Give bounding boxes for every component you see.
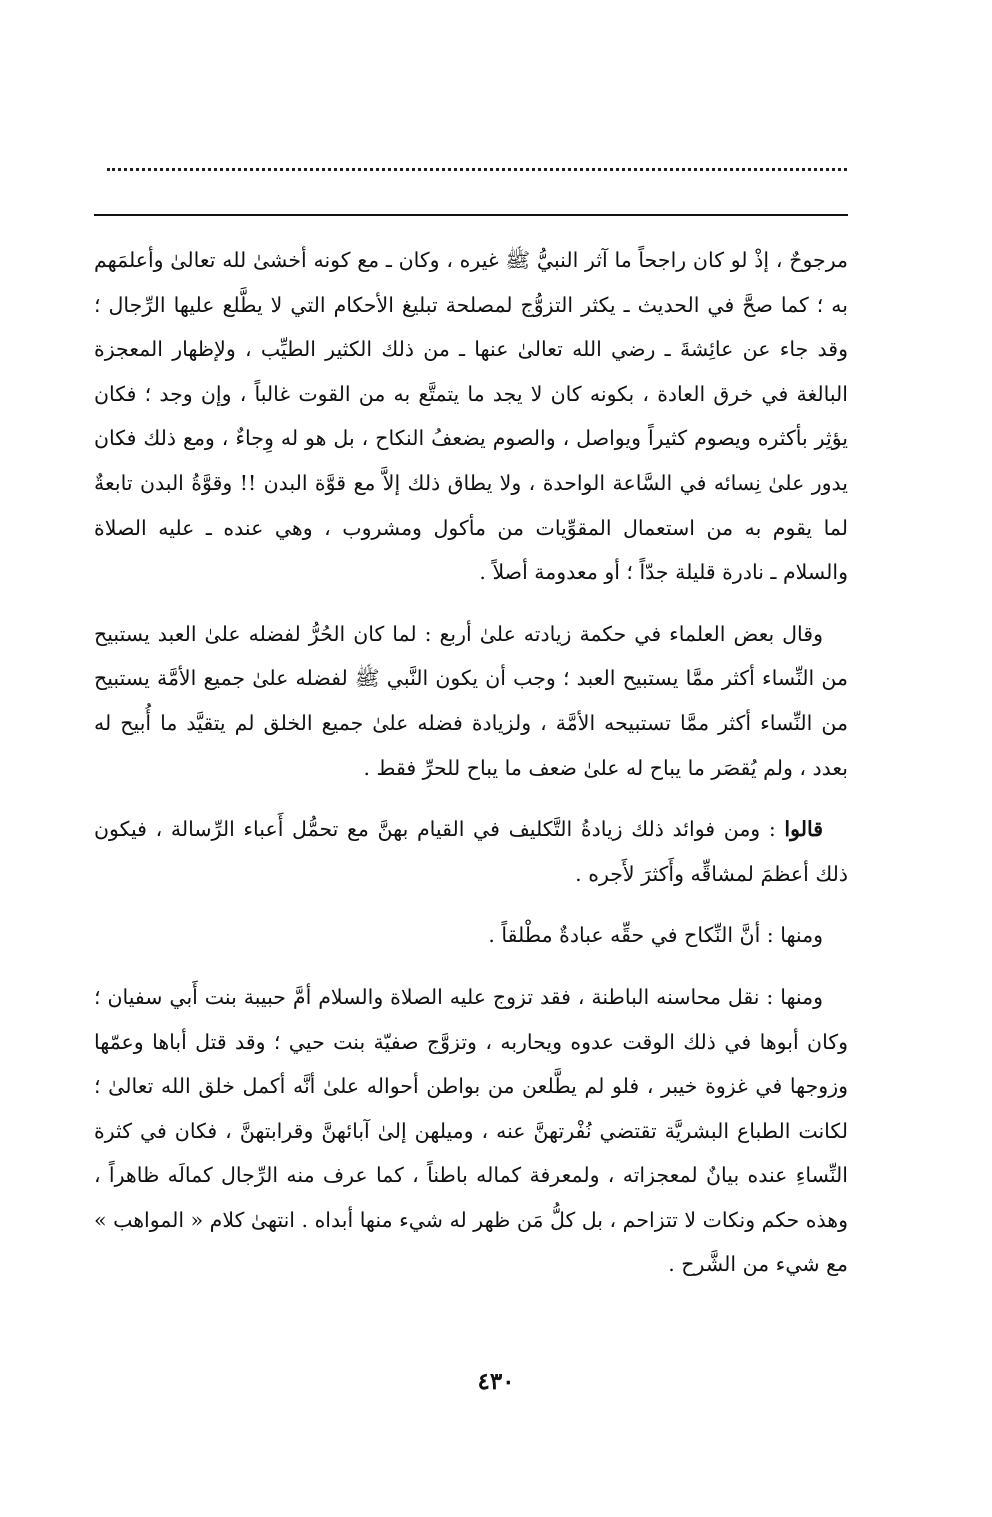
page-number: ٤٣٠ [477, 1368, 515, 1395]
horizontal-rule [94, 214, 848, 216]
paragraph-3-lead: قالوا [784, 817, 823, 842]
dotted-separator [107, 168, 847, 171]
body-text [94, 238, 848, 1287]
paragraph-4: ومنها : أنَّ النِّكاح في حقِّه عبادةٌ مطْلقاً . [488, 923, 823, 948]
paragraph-3-rest: : ومن فوائد ذلك زيادةُ التَّكليف في القيام بهنَّ مع تحمُّل أَعباء الرِّسالة ، فيكون ذلك أعظمَ لمشاقِّه وأَكثرَ لأَجره . [94, 817, 848, 886]
paragraph-2: وقال بعض العلماء في حكمة زيادته علىٰ أربع : لما كان الحُرُّ لفضله علىٰ العبد يستبيح من النِّساء أكثر ممَّا يستبيح العبد ؛ وجب أن يكون النَّبي ﷺ لفضله علىٰ جميع الأمَّة يستبيح من النِّساء أكثر ممَّا تستبيحه الأمَّة ، ولزيادة فضله علىٰ جميع الخلق لم يتقيَّد ما أُبيح له بعدد ، ولم يُقصَر ما يباح له علىٰ ضعف ما يباح للحرِّ فقط . [94, 621, 848, 780]
paragraph-3 [94, 807, 848, 896]
paragraph-5: ومنها : نقل محاسنه الباطنة ، فقد تزوج عليه الصلاة والسلام أمَّ حبيبة بنت أَبي سفيان ؛ وكان أبوها في ذلك الوقت عدوه ويحاربه ، وتزوَّج صفيّة بنت حيي ؛ وقد قتل أباها وعمّها وزوجها في غزوة خيبر ، فلو لم يطَّلعن من بواطن أحواله علىٰ أنَّه أكمل خلق الله تعالىٰ ؛ لكانت الطباع البشريَّة تقتضي نُفْرتهنَّ عنه ، وميلهن إلىٰ آبائهنَّ وقرابتهنَّ ، فكان في كثرة النِّساءِ عنده بيانٌ لمعجزاته ، ولمعرفة كماله باطناً ، كما عرف منه الرِّجال كمالَه ظاهراً ، وهذه حكم ونكات لا تتزاحم ، بل كلُّ مَن ظهر له شيء منها أبداه . انتهىٰ كلام « المواهب » مع شيء من الشَّرح . [94, 984, 848, 1277]
paragraph-1: مرجوحٌ ، إذْ لو كان راجحاً ما آثر النبيُّ ﷺ غيره ، وكان ـ مع كونه أخشىٰ لله تعالىٰ وأعلمَهم به ؛ كما صحَّ في الحديث ـ يكثر التزوُّج لمصلحة تبليغ الأحكام التي لا يطَّلع عليها الرِّجال ؛ وقد جاء عن عائِشةَ ـ رضي الله تعالىٰ عنها ـ من ذلك الكثير الطيِّب ، ولإظهار المعجزة البالغة في خرق العادة ، بكونه كان لا يجد ما يتمتَّع به من القوت غالباً ، وإن وجد ؛ فكان يؤثِر بأكثره ويصوم كثيراً ويواصل ، والصوم يضعفُ النكاح ، بل هو له وِجاءٌ ، ومع ذلك فكان يدور علىٰ نِسائه في السَّاعة الواحدة ، ولا يطاق ذلك إلاَّ مع قوَّة البدن !! وقوَّةُ البدن تابعةٌ لما يقوم به من استعمال المقوِّيات من مأكول ومشروب ، وهي عنده ـ عليه الصلاة والسلام ـ نادرة قليلة جدّاً ؛ أو معدومة أصلاً . [94, 248, 848, 585]
